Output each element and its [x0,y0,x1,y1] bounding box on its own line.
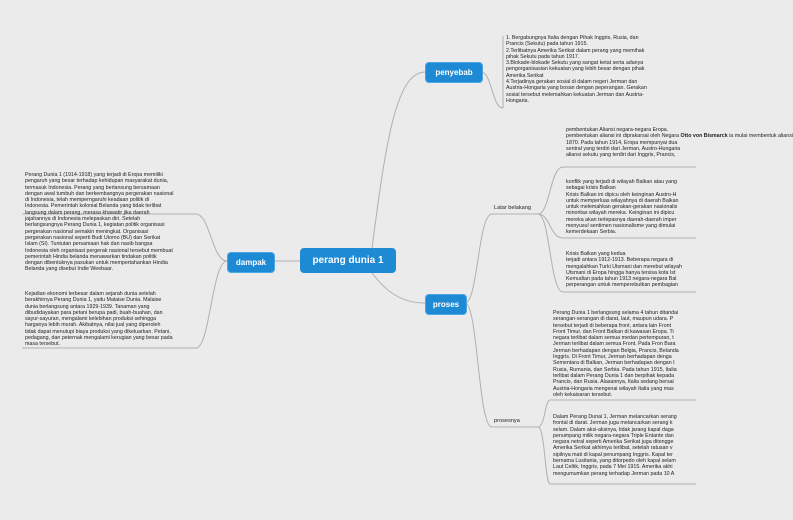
link-proses-latar [465,214,492,303]
link-latar-text1 [538,167,563,214]
latar-text-krisis-balkan[interactable]: konflik yang terjadi di wilayah Balkan atau yang sebagai krisis Balkan Krisis Balkan ini dipicu oleh keinginan Austro-H untuk memperluas wilayahnya di daerah Balkan untuk melemahkan gerakan-gerakan nasionalis minoritas wilayah mereka. Keinginan ini dipicu mereka akan terlepasnya daerah-daerah imper menyusul sentimen nasionalisme yang dimulai kemerdekaan Serbia. [566,179,679,236]
link-central-proses [372,273,425,303]
latar-text-aliansi[interactable] [566,127,793,159]
latar-text-bismarck: Otto von Bismarck [680,133,728,140]
latar-text-aliansi-c: ia mulai membentuk aliansi 1870. Pada tahun 1914, Eropa mempunyai dua sentral yang terdiri dari Jerman, Austro-Hungaria aliansi sekutu yang terdiri dari Inggris, Prancis, [566,133,793,159]
link-prosesnya-text1 [538,400,550,427]
prosesnya-text-front[interactable]: Perang Dunia 1 berlangsung selama 4 tahun ditandai serangan-serangan di darat, laut, maupun udara. P tersebut terjadi di beberapa front, antara lain Front Front Timur, dan Front Balkan di kawasan Eropa. Ti negara terlibat dalam semua medan pertempuran, t Jerman terlibat dalam semua Front. Pada Fron Bara Jerman berhadapan dengan Belgia, Prancis, Belanda Inggris. Di Front Timur, Jerman berhadapan denga Sementara di Balkan, Jerman berhadapan dengan I Rusia, Rumania, dan Serbia. Pada tahun 1915, Italia terlibat dalam Perang Dunia 1 dan berpihak kepada Prancis, dan Rusia. Alasannya, Italia sedang bersai Austria-Hongaria mengenai wilayah Italia yang mas oleh kekaisaran tersebut. [553,310,679,398]
dampak-text-ekonomi[interactable]: Kejadian ekonomi terbesar dalam sejarah dunia setelah berakhirnya Perang Dunia 1, yaitu Malaise Dunia. Malaise dunia berlangsung antara 1929-1939. Tanaman yang dibudidayakan para petani berupa padi, buah-buahan, dan sayur-sayuran, mengalami kelebihan produksi sehingga harganya lebih murah. Akibatnya, nilai jual yang diperoleh tidak dapat menutupi biaya produksi yang dikeluarkan. Petani, pedagang, dan peternak mengalami kerugian yang besar pada masa tersebut. [25,291,173,348]
link-dampak-text2 [196,261,227,348]
penyebab-text[interactable]: 1. Bergabungnya Italia dengan Pihak Inggris, Rusia, dan Prancis (Sekutu) pada tahun 1915. 2.Terlibatnya Amerika Serikat dalam perang yang memihak pihak Sekutu pada tahun 1917. 3.Blokade-blokade Sekutu yang sangat ketat serta adanya pengorganisasian kekuatan yang lebih besar dengan pihak Amerika Serikat 4.Terjadinya gerakan sosial di dalam negeri Jerman dan Austria-Hongaria yang bosan dengan peperangan. Gerakan sosial tersebut melemahkan kekuatan Jerman dan Austria- Hongaria. [506,35,647,104]
prosesnya-text-serangan[interactable]: Dalam Perang Dunai 1, Jerman melancarkan serang frontal di darat. Jerman juga melancarkan serang k selam. Dalam aksi-aksinya, tidak jarang kapal daga penumpang milik negara-negara Triple Entante dan negara netral seperti Amerika Serikat juga ditengge Amerika Serikat akhirnya terlibat, setelah ratusan v sipilnya mati di kapal penumpang Inggris. Kapal ter bernama Lusitania, yang ditorpedo oleh kapal selam Laut Celtik, Inggris, pada 7 Mei 1915. Amerika akhi mengumumkan perang terhadap Jerman pada 10 A [553,414,677,477]
link-proses-prosesnya [465,303,492,427]
link-dampak-text1 [196,214,227,261]
link-prosesnya-text2 [538,427,550,484]
topic-proses[interactable]: proses [425,294,467,315]
latar-text-krisis-balkan-kedua[interactable]: Krisis Balkan yang kedua terjadi antara 1912-1913. Beberapa negara di mengalahkan Turki Utsmani dan merebut wilayah Utsmani di Eropa hingga hanya tersisa kota Ist Kemudian pada tahun 1913 negara-negara Bal perperangan untuk memperebutkan pembagian [566,251,683,289]
link-central-penyebab [372,72,425,248]
subtopic-latar-belakang[interactable]: Latar belakang [494,205,532,211]
subtopic-prosesnya[interactable]: prosesnya [494,418,520,424]
dampak-text-politik[interactable]: Perang Dunia 1 (1914-1918) yang terjadi di Eropa memiliki pengaruh yang besar terhadap kehidupan masyarakat dunia, termasuk Indonesia. Perang yang berlansung bersamaan dengan awal tumbuh dan berkembangnya pergerakan nasional di Indonesia, telah memperngaruhi keadaan politik di Indonesia. Pemerintah kolonial Belanda yang tidak terlibat langsung dalam perang, merasa khawatir jika daerah jajahannya di Indonesia melepaskan diri. Setelah berlangsungnya Perang Dunia 1, kegiatan politik organisasi pergerakan nasional semakin meningkat. Organisasi pergerakan nasional seperti Budi Utomo (BU) dan Serikat Islam (SI). Tuntutan persamaan hak dan nasib bangsa Indonesia oleh organisasi pergerak nasional tersebut membuat pemerintah Hindia belanda menawarkan tindakan politik dengan dibentuknya pasukan untuk mempertahankan Hindia Belanda yang disebut Indie Weebaar. [25,172,174,273]
link-penyebab-text [481,72,503,108]
latar-text-aliansi-a: pembentukan Aliansi negara-negara Eropa. pembentukan aliansi ini diprakarsai oleh Negara [566,127,680,140]
topic-penyebab[interactable]: penyebab [425,62,483,83]
central-topic[interactable]: perang dunia 1 [300,248,396,273]
topic-dampak[interactable]: dampak [227,252,275,273]
